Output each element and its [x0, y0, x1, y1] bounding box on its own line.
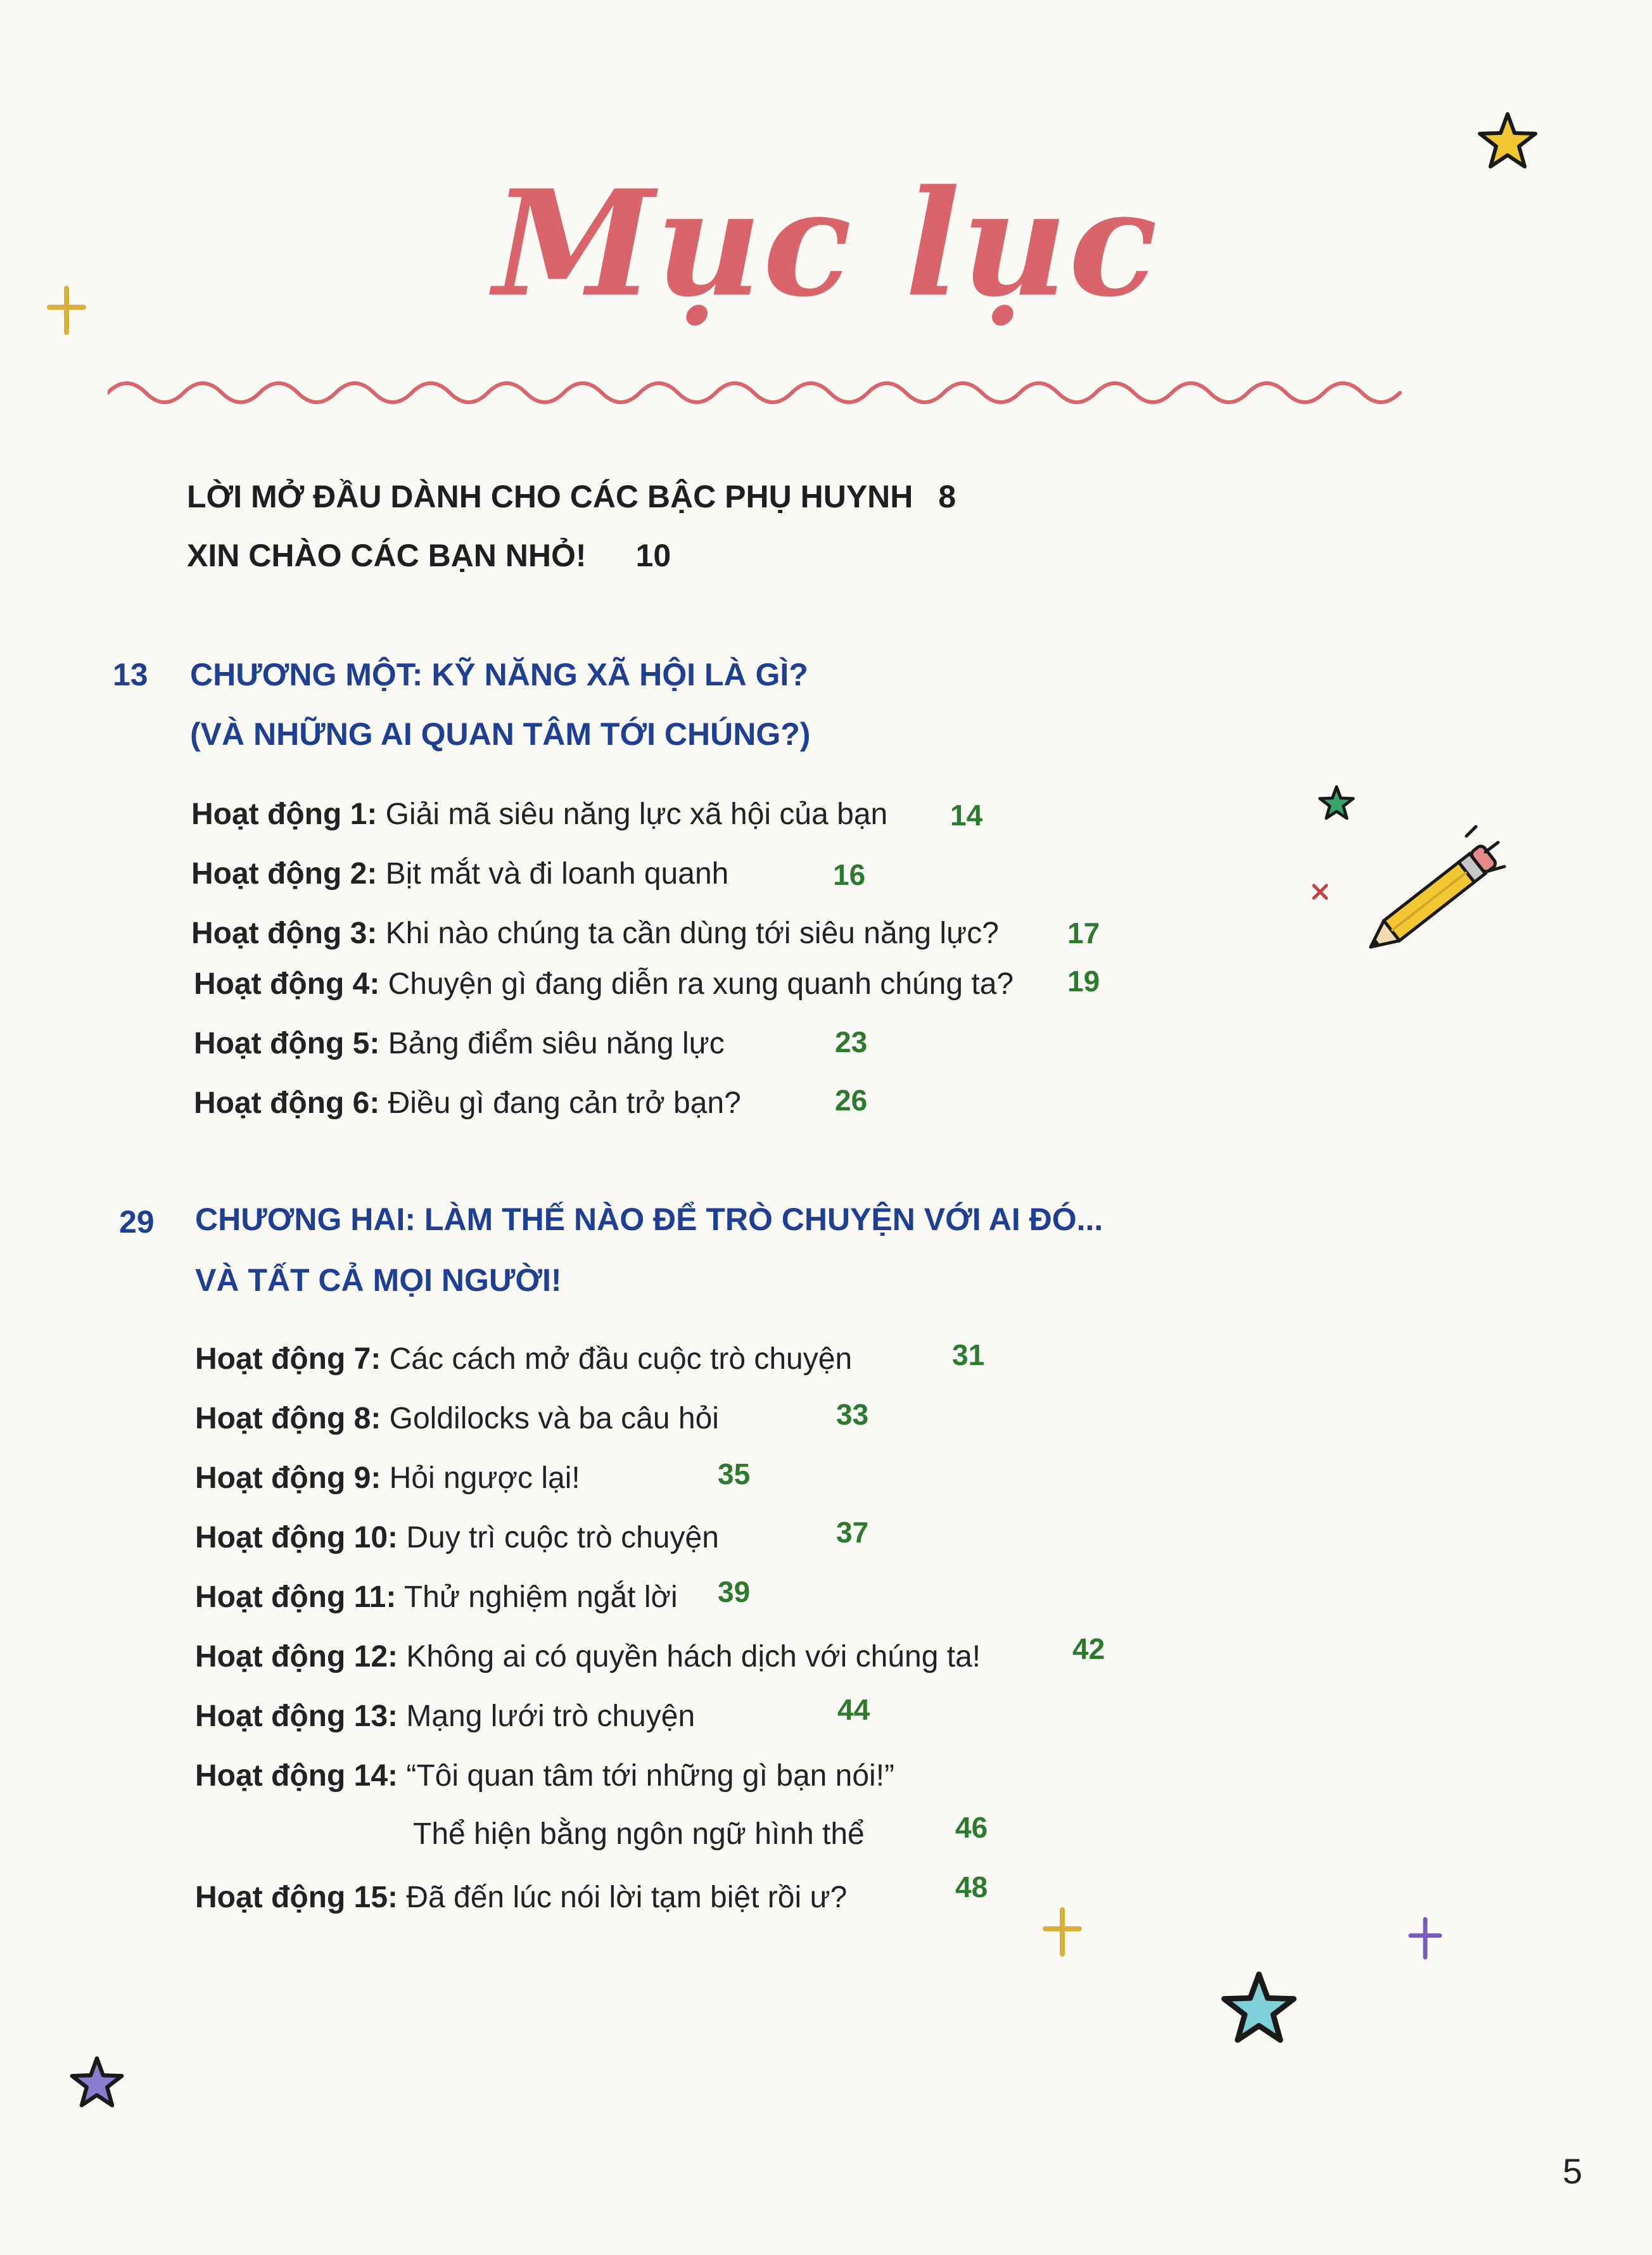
- activity-text: Khi nào chúng ta cần dùng tới siêu năng lực?: [385, 917, 999, 950]
- yellow-cross-icon: [1040, 1907, 1084, 1957]
- activity-label: Hoạt động 9:: [195, 1461, 381, 1495]
- activity-page: 31: [952, 1338, 985, 1371]
- activity-label: Hoạt động 6:: [194, 1086, 380, 1120]
- activity-text: Hỏi ngược lại!: [389, 1461, 580, 1495]
- activity-text: Mạng lưới trò chuyện: [406, 1699, 696, 1733]
- red-x-icon: [1310, 882, 1330, 902]
- chapter-title[interactable]: CHƯƠNG HAI: LÀM THẾ NÀO ĐỂ TRÒ CHUYỆN VỚI AI ĐÓ...: [195, 1202, 1103, 1237]
- toc-activity[interactable]: [194, 967, 1013, 1001]
- activity-label: Hoạt động 13:: [195, 1699, 398, 1733]
- activity-text: Giải mã siêu năng lực xã hội của bạn: [385, 797, 888, 831]
- activity-page: 48: [955, 1871, 988, 1903]
- activity-text: Đã đến lúc nói lời tạm biệt rồi ư?: [406, 1881, 848, 1914]
- chapter-title[interactable]: CHƯƠNG MỘT: KỸ NĂNG XÃ HỘI LÀ GÌ?: [190, 657, 808, 692]
- toc-activity[interactable]: [195, 1401, 719, 1436]
- green-star-icon: [1318, 782, 1356, 823]
- activity-page: 35: [718, 1458, 751, 1490]
- toc-activity[interactable]: [195, 1758, 894, 1793]
- activity-label: Hoạt động 12:: [195, 1640, 398, 1674]
- chapter-page: 29: [119, 1204, 155, 1240]
- toc-activity[interactable]: [194, 1086, 741, 1121]
- entry-page: 10: [635, 538, 671, 573]
- activity-label: Hoạt động 11:: [195, 1580, 397, 1614]
- yellow-cross-icon: [44, 285, 89, 336]
- chapter-subtitle: (VÀ NHỮNG AI QUAN TÂM TỚI CHÚNG?): [190, 716, 811, 752]
- toc-entry-intro-kids[interactable]: [187, 537, 671, 574]
- activity-text: Chuyện gì đang diễn ra xung quanh chúng ta?: [388, 967, 1014, 1001]
- activity-page: 17: [1067, 917, 1100, 950]
- toc-activity[interactable]: [195, 1880, 847, 1915]
- activity-text: Bịt mắt và đi loanh quanh: [385, 857, 729, 891]
- toc-activity[interactable]: [195, 1639, 981, 1674]
- toc-activity[interactable]: [191, 856, 728, 891]
- activity-label: Hoạt động 5:: [194, 1027, 380, 1060]
- chapter-page: 13: [113, 657, 148, 692]
- activity-label: Hoạt động 8:: [195, 1402, 381, 1435]
- entry-label: LỜI MỞ ĐẦU DÀNH CHO CÁC BẬC PHỤ HUYNH: [187, 479, 913, 514]
- purple-cross-icon: [1406, 1916, 1444, 1960]
- activity-page: 46: [955, 1811, 988, 1844]
- activity-label: Hoạt động 3:: [191, 917, 378, 950]
- activity-label: Hoạt động 15:: [195, 1881, 398, 1914]
- activity-page: 23: [835, 1026, 868, 1058]
- page-title: Mục lục: [493, 158, 1159, 329]
- entry-label: XIN CHÀO CÁC BẠN NHỎ!: [187, 538, 587, 573]
- toc-activity[interactable]: [191, 797, 887, 832]
- activity-text: Duy trì cuộc trò chuyện: [406, 1521, 719, 1554]
- toc-activity[interactable]: [194, 1026, 725, 1061]
- activity-text: Điều gì đang cản trở bạn?: [388, 1086, 741, 1120]
- activity-label: Hoạt động 10:: [195, 1521, 398, 1554]
- entry-page: 8: [938, 479, 956, 514]
- toc-activity[interactable]: [195, 1342, 852, 1376]
- purple-star-icon: [68, 2055, 125, 2109]
- activity-page: 42: [1072, 1632, 1105, 1665]
- activity-page: 39: [718, 1575, 751, 1608]
- pencil-icon: [1349, 823, 1514, 963]
- activity-label: Hoạt động 7:: [195, 1342, 381, 1376]
- teal-star-icon: [1219, 1970, 1299, 2046]
- activity-text: Thử nghiệm ngắt lời: [403, 1580, 678, 1614]
- chapter-subtitle: VÀ TẤT CẢ MỌI NGƯỜI!: [195, 1262, 562, 1298]
- activity-label: Hoạt động 4:: [194, 967, 380, 1001]
- toc-activity[interactable]: [195, 1580, 678, 1615]
- activity-text: Các cách mở đầu cuộc trò chuyện: [389, 1342, 853, 1376]
- activity-label: Hoạt động 2:: [191, 857, 378, 891]
- toc-activity[interactable]: [195, 1461, 580, 1496]
- toc-activity[interactable]: [195, 1520, 719, 1555]
- activity-page: 19: [1067, 965, 1100, 998]
- activity-text: Không ai có quyền hách dịch với chúng ta!: [406, 1640, 981, 1674]
- activity-text-continued: Thể hiện bằng ngôn ngữ hình thể: [413, 1817, 865, 1851]
- activity-text: Goldilocks và ba câu hỏi: [389, 1402, 719, 1435]
- yellow-star-icon: [1476, 111, 1539, 171]
- activity-page: 26: [835, 1084, 868, 1117]
- activity-page: 33: [836, 1398, 869, 1431]
- page-number: 5: [1562, 2151, 1582, 2191]
- activity-page: 14: [950, 799, 983, 832]
- toc-activity[interactable]: [195, 1699, 695, 1734]
- activity-text: Bảng điểm siêu năng lực: [388, 1027, 725, 1060]
- activity-page: 37: [836, 1516, 869, 1549]
- activity-page: 44: [837, 1693, 870, 1726]
- activity-page: 16: [833, 858, 866, 891]
- activity-text: “Tôi quan tâm tới những gì bạn nói!”: [406, 1759, 895, 1793]
- toc-entry-intro-parents[interactable]: [187, 478, 956, 515]
- wavy-divider: [108, 374, 1419, 412]
- activity-label: Hoạt động 1:: [191, 797, 378, 831]
- activity-label: Hoạt động 14:: [195, 1759, 398, 1793]
- toc-activity[interactable]: [191, 916, 999, 951]
